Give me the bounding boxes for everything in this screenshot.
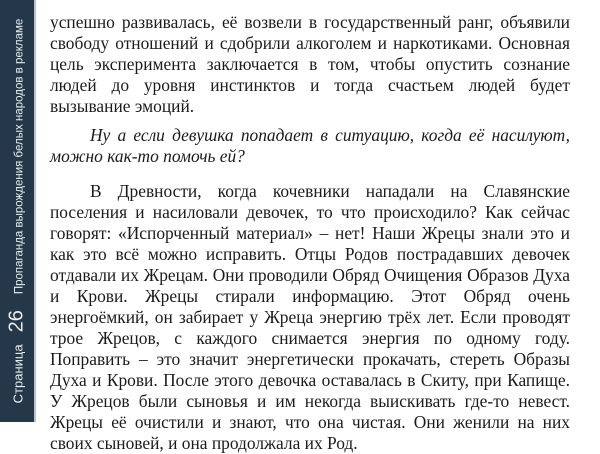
page-number: 26 (5, 310, 28, 333)
question-paragraph: Ну а если девушка попадает в ситуацию, когда её насилуют, можно как-то помочь ей? (50, 125, 570, 166)
page-label: Страница (10, 344, 26, 404)
sidebar-divider (34, 0, 36, 422)
book-title: Пропаганда вырождения белых народов в рекламе (13, 18, 26, 295)
page-content (50, 12, 570, 454)
answer-paragraph: В Древности, когда кочевники нападали на Славянские поселения и насиловали девочек, то что происходило? Как сейчас говорят: «Испорченный материал» – нет! Наши Жрецы знали это и как это всё можно исправить. Отцы Родов пострадавших девочек отдавали их Жрецам. Они проводили Обряд Очищения Образов Духа и Крови. Жрецы стирали информацию. Этот Обряд очень энергоёмкий, он забирает у Жреца энергию трёх лет. Если проводят трое Жрецов, с каждого снимается энергия по одному году. Поправить – это значит энергетически прокачать, стереть Образы Духа и Крови. После этого девочка оставалась в Скиту, при Капище. У Жрецов были сыновья и им некогда выискивать где-то невест. Жрецы её очистили и знают, что она чистая. Они женили на них своих сыновей, и она продолжала их Род. (50, 181, 570, 453)
page-footer-vertical (6, 19, 29, 404)
paragraph-intro: успешно развивалась, её возвели в государственный ранг, объявили свободу отношений и сдобрили алкоголем и наркотиками. Основная цель эксперимента заключается в том, чтобы опустить сознание людей до уровня инстинктов и тогда счастьем людей будет вызывание эмоций. (50, 12, 570, 116)
